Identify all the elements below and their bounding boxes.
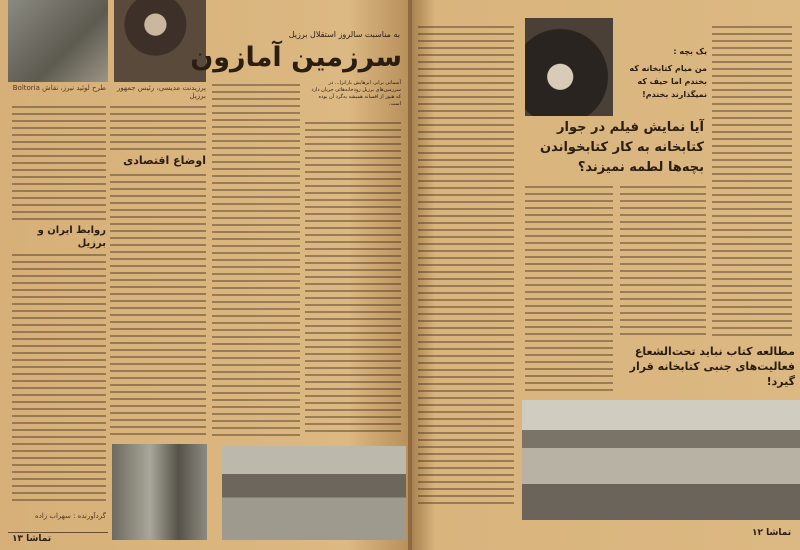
article-text-column — [620, 186, 706, 336]
article-text-column — [525, 186, 613, 392]
page-number — [12, 534, 51, 544]
article-text-column — [110, 174, 206, 436]
magazine-name: تماشا — [766, 528, 792, 538]
kicker: به مناسبت سالروز استقلال برزیل — [288, 30, 400, 39]
article-text-column — [305, 122, 401, 437]
headline: آیا نمایش فیلم در جوار کتابخانه به کار کتابخواندن بچه‌ها لطمه نمیزند؟ — [539, 120, 704, 175]
divider — [8, 532, 108, 533]
city-tower-photo — [112, 444, 207, 540]
library-children-photo — [522, 400, 800, 520]
author-credit: گردآورنده : سهراب زاده — [35, 512, 106, 520]
magazine-name: تماشا — [26, 534, 52, 544]
right-page — [412, 0, 800, 550]
child-photo — [525, 18, 613, 116]
quote-label: یک بچه : — [673, 47, 707, 56]
subhead-economy: اوضاع اقتصادی — [123, 154, 206, 167]
street-people-photo — [222, 446, 406, 540]
headline: سرزمین آمازون — [190, 42, 402, 73]
page-number-value: ۱۳ — [12, 534, 23, 544]
article-text-column — [712, 26, 792, 336]
aerial-photo — [8, 0, 108, 82]
photo-caption: طرح لوئید نیرز، نقاش Boltoria — [12, 84, 106, 92]
page-number-value: ۱۲ — [752, 528, 763, 538]
photo-caption: پرزیدنت مدیسی، رئیس جمهور برزیل — [117, 84, 206, 100]
subhead-relations: روابط ایران و برزیل — [37, 225, 106, 249]
article-text-column — [212, 84, 300, 437]
article-text-column — [418, 26, 514, 506]
article-text-column — [12, 106, 106, 220]
child-quote: من میام کتابخانه که بخندم اما حیف که نمیگذارند بخندم! — [629, 64, 707, 99]
subheadline: مطالعه کتاب نباید تحت‌الشعاع فعالیت‌های جنبی کتابخانه قرار گیرد! — [629, 345, 795, 388]
page-number — [752, 528, 791, 538]
article-text-column — [110, 106, 206, 150]
article-text-column — [12, 254, 106, 506]
intro-text: آسمانی برابر، ابرهایش بارانزا... در سرزمین‌های برزیل رودخانه‌هائی جریان دارد که هنوز از افسانه همیشه به‌گرد آن بوده است. — [311, 80, 401, 107]
